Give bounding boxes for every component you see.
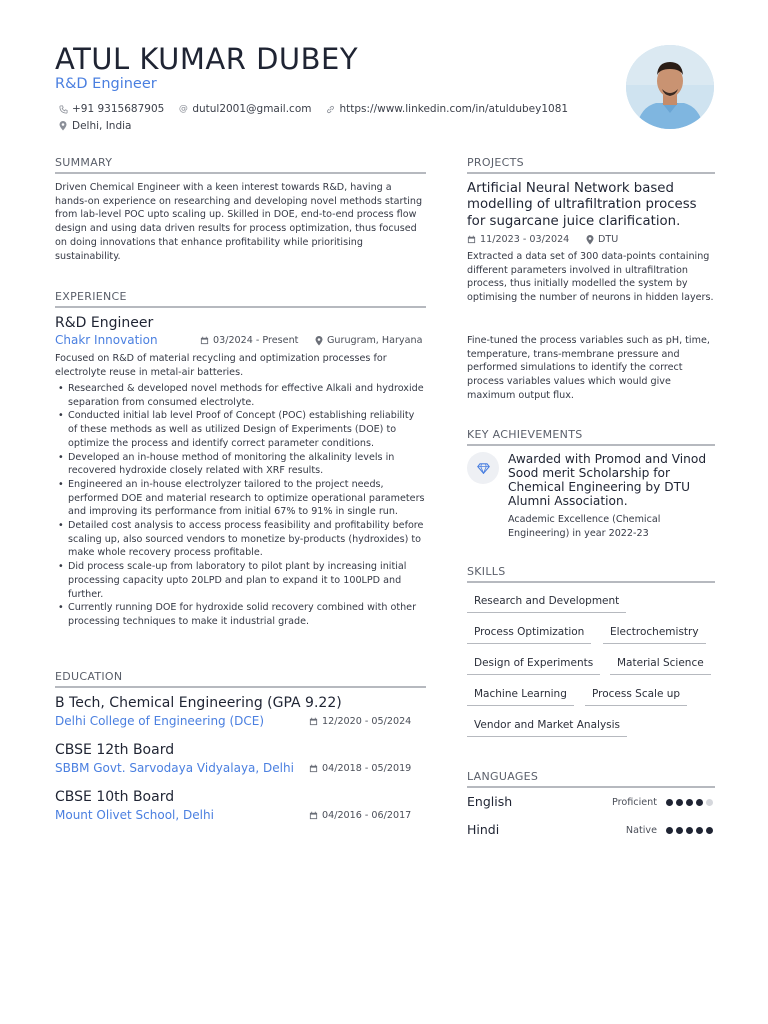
language-level: Native [625, 825, 657, 836]
list-item: • Developed an in-house method of monitoring the alkalinity levels in recovered hydroxide closely related with XRF results. [55, 451, 425, 478]
contact-email[interactable] [178, 103, 311, 115]
language-rating [666, 827, 713, 834]
achievement-description: Academic Excellence (Chemical Engineering) in year 2022-23 [508, 514, 661, 539]
rating-dot-filled [686, 799, 693, 806]
rating-dot-filled [676, 799, 683, 806]
skill-tag: Research and Development [467, 595, 626, 613]
contact-location [58, 120, 131, 132]
location-pin-icon [58, 121, 68, 131]
skill-tag: Vendor and Market Analysis [467, 719, 627, 737]
skills-heading: SKILLS [467, 565, 715, 583]
edu-school: Delhi College of Engineering (DCE) [55, 714, 265, 728]
contact-linkedin[interactable] [325, 103, 568, 115]
list-item: • Engineered an in-house electrolyzer tailored to the project needs, performed DOE and material research to optimize operational parameters and improving its performance from initial 67% to 91% in single run. [55, 478, 425, 519]
location-pin-icon [586, 235, 594, 245]
project-title: Artificial Neural Network based modelling of ultrafiltration process for sugarcane juice clarification. [467, 181, 697, 229]
job-location: Gurugram, Haryana [315, 335, 422, 346]
language-level: Proficient [612, 797, 657, 808]
education-heading: EDUCATION [55, 670, 426, 688]
rating-dot-filled [696, 799, 703, 806]
phone-icon [58, 104, 68, 114]
email-text[interactable]: dutul2001@gmail.com [192, 103, 312, 115]
job-title: R&D Engineer [55, 315, 154, 331]
list-item: • Detailed cost analysis to access process feasibility and profitability before scaling up, also sourced vendors to monetize by-products (hydroxides) to make whole recovery process profitable. [55, 519, 425, 560]
skill-tag: Machine Learning [467, 688, 574, 706]
calendar-icon [309, 811, 318, 820]
calendar-icon [200, 336, 209, 345]
rating-dot-empty [706, 799, 713, 806]
languages-heading: LANGUAGES [467, 770, 715, 788]
edu-degree: CBSE 10th Board [55, 789, 175, 805]
avatar-photo [626, 45, 714, 129]
experience-heading: EXPERIENCE [55, 290, 426, 308]
calendar-icon [309, 717, 318, 726]
edu-dates: 04/2016 - 06/2017 [309, 810, 411, 821]
language-rating [666, 799, 713, 806]
at-icon: @ [178, 104, 188, 114]
edu-degree: B Tech, Chemical Engineering (GPA 9.22) [55, 695, 342, 711]
skill-tag: Material Science [610, 657, 711, 675]
rating-dot-filled [676, 827, 683, 834]
company-name: Chakr Innovation [55, 333, 158, 347]
edu-dates: 12/2020 - 05/2024 [309, 716, 411, 727]
skill-tag: Electrochemistry [603, 626, 706, 644]
list-item: • Researched & developed novel methods for effective Alkali and hydroxide separation from consumed electrolyte. [55, 382, 425, 409]
achievement-title: Awarded with Promod and Vinod Sood merit Scholarship for Chemical Engineering by DTU Alumni Association. [508, 452, 707, 508]
job-dates: 03/2024 - Present [200, 335, 298, 346]
job-description: Focused on R&D of material recycling and optimization processes for electrolyte reuse in metal-air batteries. [55, 353, 387, 378]
candidate-name: ATUL KUMAR DUBEY [55, 42, 359, 76]
list-item: • Currently running DOE for hydroxide solid recovery combined with other processing techniques to make it industrial grade. [55, 601, 425, 628]
language-name: Hindi [467, 822, 500, 837]
candidate-role: R&D Engineer [55, 76, 157, 92]
contact-phone [58, 103, 164, 115]
project-dates: 11/2023 - 03/2024 [467, 234, 569, 245]
rating-dot-filled [686, 827, 693, 834]
list-item: • Conducted initial lab level Proof of Concept (POC) establishing reliability of these methods as well as utilized Design of Experiments (DOE) to optimize the process and identify correct parameter conditions. [55, 409, 425, 450]
calendar-icon [309, 764, 318, 773]
edu-school: Mount Olivet School, Delhi [55, 808, 214, 822]
edu-degree: CBSE 12th Board [55, 742, 175, 758]
calendar-icon [467, 235, 476, 244]
location-text: Delhi, India [72, 120, 132, 132]
rating-dot-filled [706, 827, 713, 834]
skill-tag: Process Scale up [585, 688, 687, 706]
rating-dot-filled [696, 827, 703, 834]
diamond-icon [467, 452, 499, 484]
project-text-2: Fine-tuned the process variables such as pH, time, temperature, trans-membrane pressure and performed simulations to identify the correct process variables values which would give maximum output flux. [467, 335, 710, 401]
skill-tag: Process Optimization [467, 626, 591, 644]
language-name: English [467, 794, 513, 809]
job-bullets [55, 382, 425, 629]
project-location: DTU [586, 234, 618, 245]
contact-row [58, 103, 582, 115]
contact-row-2 [58, 120, 145, 132]
projects-heading: PROJECTS [467, 156, 715, 174]
location-pin-icon [315, 336, 323, 346]
phone-text: +91 9315687905 [72, 103, 165, 115]
list-item: • Did process scale-up from laboratory to pilot plant by increasing initial processing capacity upto 20LPD and plan to expand it to 100LPD and further. [55, 560, 425, 601]
edu-dates: 04/2018 - 05/2019 [309, 763, 411, 774]
project-text-1: Extracted a data set of 300 data-points containing different parameters involved in ultrafiltration process, thus initially modelled the system by optimising the number of neurons in hidden layers. [467, 251, 714, 304]
rating-dot-filled [666, 799, 673, 806]
edu-school: SBBM Govt. Sarvodaya Vidyalaya, Delhi [55, 761, 294, 775]
rating-dot-filled [666, 827, 673, 834]
linkedin-text[interactable]: https://www.linkedin.com/in/atuldubey1081 [339, 103, 569, 115]
achievements-heading: KEY ACHIEVEMENTS [467, 428, 715, 446]
skill-tag: Design of Experiments [467, 657, 600, 675]
summary-heading: SUMMARY [55, 156, 426, 174]
summary-text: Driven Chemical Engineer with a keen interest towards R&D, having a hands-on experience on researching and developing novel methods starting from lab-level POC upto scaling up. Skilled in DOE, end-to-end process flow design and using data driven results for process optimization, thus focused on doing innovations that enhance profitability while prioritising sustainability. [55, 182, 423, 262]
link-icon [325, 104, 335, 114]
